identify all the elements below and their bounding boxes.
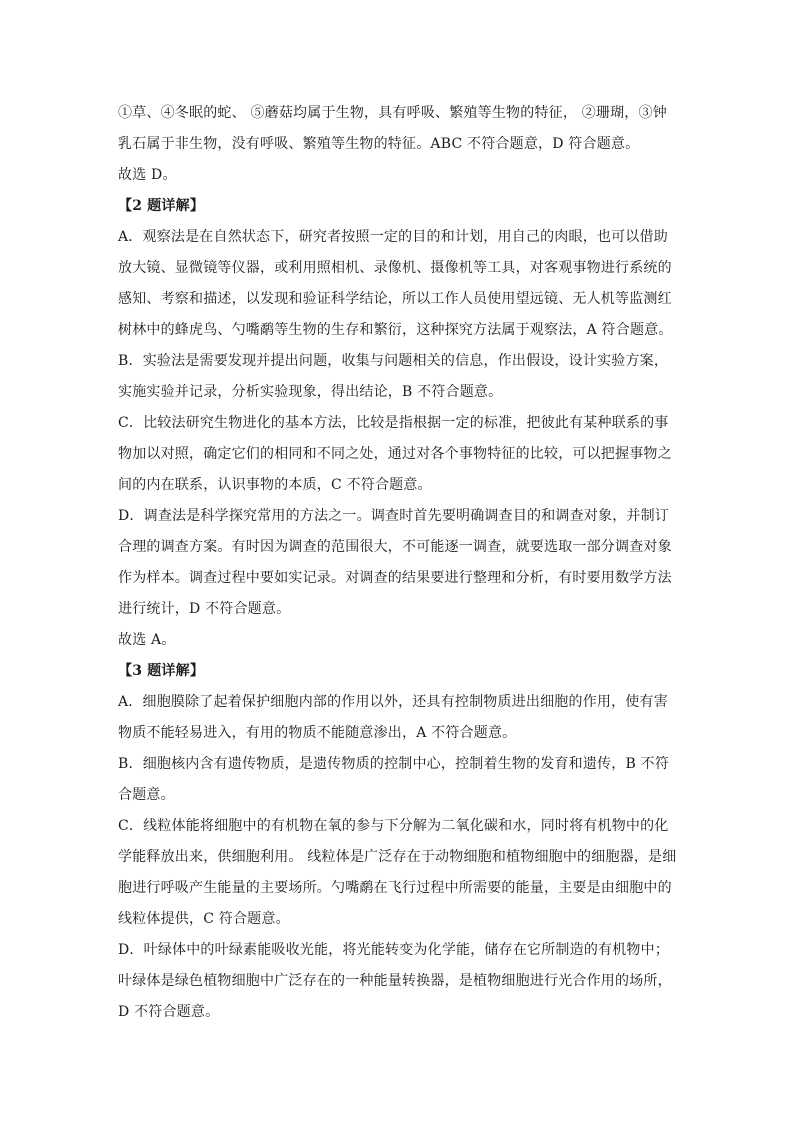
text-line: ①草、④冬眠的蛇、 ⑤蘑菇均属于生物，具有呼吸、繁殖等生物的特征， ②珊瑚，③钟 bbox=[118, 105, 667, 121]
text-line: 间的内在联系，认识事物的本质，C 不符合题意。 bbox=[118, 477, 432, 493]
text-line: 作为样本。调查过程中要如实记录。对调查的结果要进行整理和分析，有时要用数学方法 bbox=[118, 570, 672, 586]
text-line: 胞进行呼吸产生能量的主要场所。勺嘴鹬在飞行过程中所需要的能量，主要是由细胞中的 bbox=[118, 880, 672, 896]
text-line: 物加以对照，确定它们的相同和不同之处，通过对各个事物特征的比较，可以把握事物之 bbox=[118, 446, 672, 462]
text-line: D．调查法是科学探究常用的方法之一。调查时首先要明确调查目的和调查对象，并制订 bbox=[118, 508, 670, 524]
document-page bbox=[118, 98, 678, 1028]
text-line: 合题意。 bbox=[118, 787, 175, 803]
text-line: 合理的调查方案。有时因为调查的范围很大，不可能逐一调查，就要选取一部分调查对象 bbox=[118, 539, 672, 555]
section-heading: 【2 题详解】 bbox=[118, 198, 205, 214]
text-line: 学能释放出来，供细胞利用。 线粒体是广泛存在于动物细胞和植物细胞中的细胞器，是细 bbox=[118, 849, 677, 865]
text-line: A．细胞膜除了起着保护细胞内部的作用以外，还具有控制物质进出细胞的作用，使有害 bbox=[118, 694, 668, 710]
text-line: B．实验法是需要发现并提出问题，收集与问题相关的信息，作出假设，设计实验方案， bbox=[118, 353, 669, 369]
text-line: A．观察法是在自然状态下，研究者按照一定的目的和计划，用自己的肉眼，也可以借助 bbox=[118, 229, 668, 245]
text-line: D 不符合题意。 bbox=[118, 1004, 220, 1020]
text-line: 感知、考察和描述，以发现和验证科学结论，所以工作人员使用望远镜、无人机等监测红 bbox=[118, 291, 672, 307]
text-line: 实施实验并记录，分析实验现象，得出结论，B 不符合题意。 bbox=[118, 384, 503, 400]
text-line: C．比较法研究生物进化的基本方法，比较是指根据一定的标准，把彼此有某种联系的事 bbox=[118, 415, 669, 431]
text-line: 放大镜、显微镜等仪器，或利用照相机、录像机、摄像机等工具，对客观事物进行系统的 bbox=[118, 260, 672, 276]
text-line: 故选 A。 bbox=[118, 632, 176, 648]
text-line: C．线粒体能将细胞中的有机物在氧的参与下分解为二氧化碳和水，同时将有机物中的化 bbox=[118, 818, 669, 834]
text-line: 线粒体提供，C 符合题意。 bbox=[118, 911, 290, 927]
text-line: 乳石属于非生物，没有呼吸、繁殖等生物的特征。ABC 不符合题意，D 符合题意。 bbox=[118, 136, 640, 152]
text-line: 树林中的蜂虎鸟、勺嘴鹬等生物的生存和繁衍，这种探究方法属于观察法，A 符合题意。 bbox=[118, 322, 673, 338]
text-line: 进行统计，D 不符合题意。 bbox=[118, 601, 291, 617]
text-line: D．叶绿体中的叶绿素能吸收光能，将光能转变为化学能，储存在它所制造的有机物中； bbox=[118, 942, 670, 958]
text-line: 物质不能轻易进入，有用的物质不能随意渗出，A 不符合题意。 bbox=[118, 725, 517, 741]
section-heading: 【3 题详解】 bbox=[118, 663, 205, 679]
text-line: B．细胞核内含有遗传物质，是遗传物质的控制中心，控制着生物的发育和遗传，B 不符 bbox=[118, 756, 670, 772]
text-line: 叶绿体是绿色植物细胞中广泛存在的一种能量转换器，是植物细胞进行光合作用的场所， bbox=[118, 973, 672, 989]
text-line: 故选 D。 bbox=[118, 167, 177, 183]
